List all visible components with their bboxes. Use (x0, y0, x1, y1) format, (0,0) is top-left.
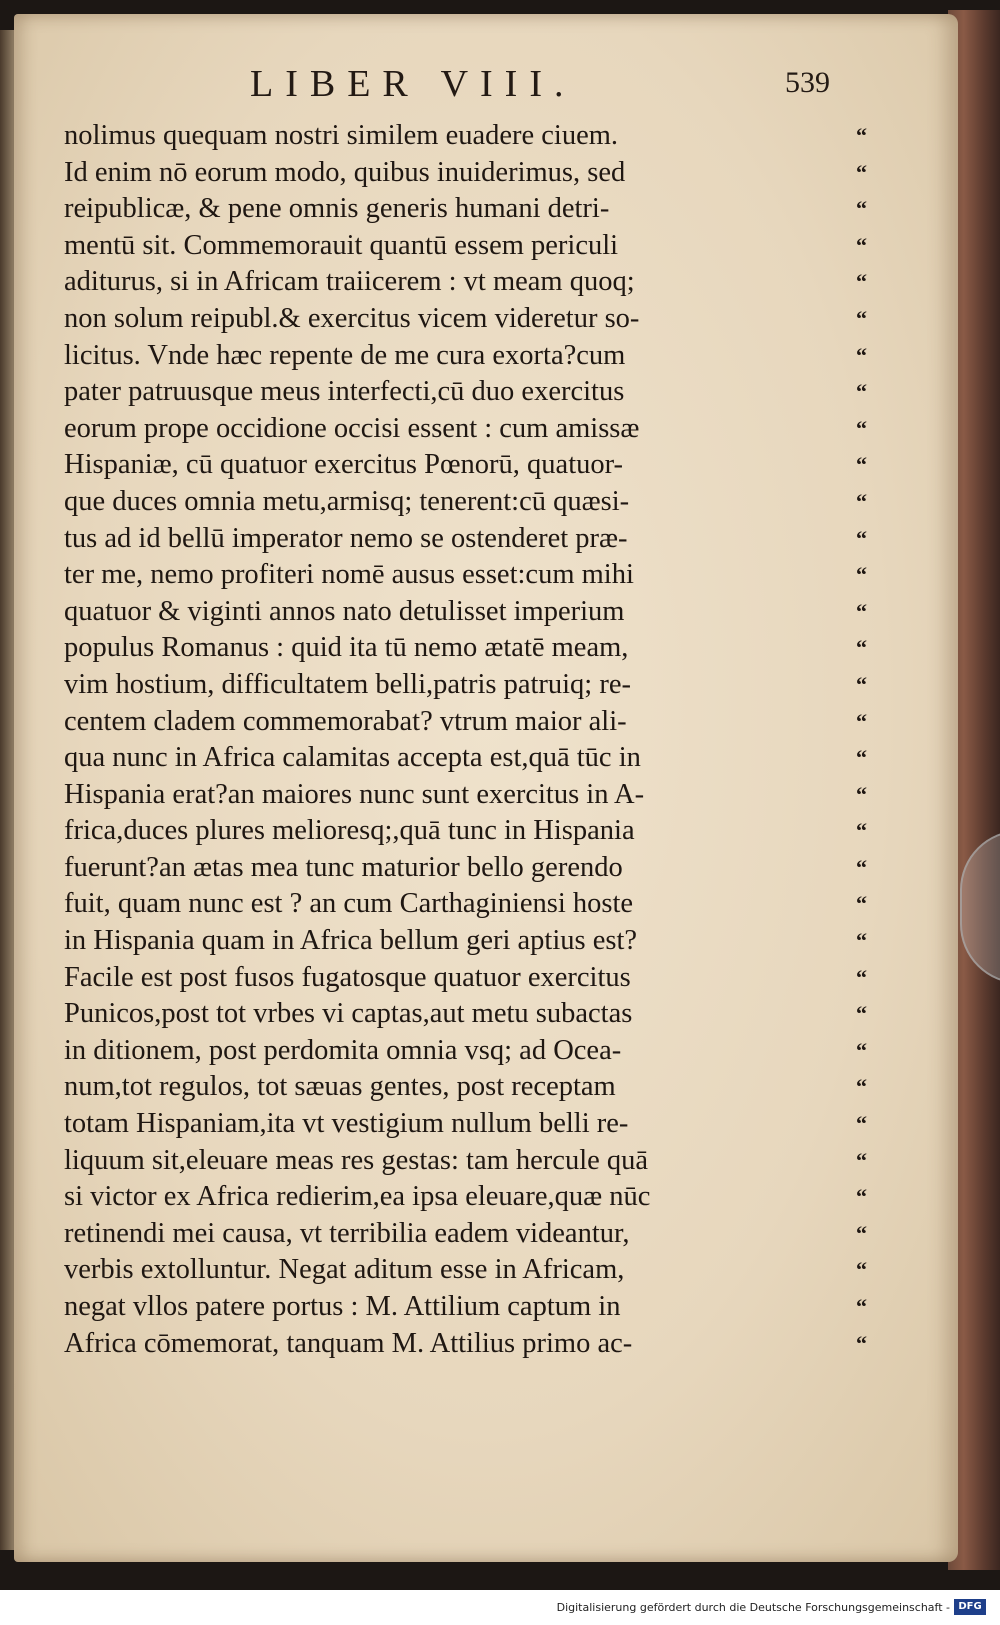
text-line: verbis extolluntur. Negat aditum esse in Africam, (64, 1254, 625, 1286)
text-line: fuit, quam nunc est ? an cum Carthaginiensi hoste (64, 888, 634, 920)
text-line: licitus. Vnde hæc repente de me cura exorta?cum (64, 339, 626, 371)
text-line: Facile est post fusos fugatosque quatuor exercitus (64, 961, 631, 993)
text-line: Africa cōmemorat, tanquam M. Attilius primo ac- (64, 1327, 633, 1359)
quote-mark: “ (856, 891, 867, 917)
quote-mark: “ (856, 269, 867, 295)
quote-mark: “ (856, 1294, 867, 1319)
text-line: centem cladem commemorabat? vtrum maior ali- (64, 705, 627, 737)
quote-mark: “ (856, 1257, 867, 1283)
text-line: fuerunt?an ætas mea tunc maturior bello gerendo (64, 851, 623, 883)
quote-mark: “ (856, 488, 867, 514)
quote-mark: “ (856, 598, 867, 624)
quote-mark: “ (856, 708, 867, 734)
quote-mark: “ (856, 635, 867, 661)
text-line: mentū sit. Commemorauit quantū essem periculi (64, 229, 619, 261)
text-line: aditurus, si in Africam traiicerem : vt meam quoq; (64, 266, 635, 298)
text-line: Id enim nō eorum modo, quibus inuiderimus, sed (64, 156, 626, 188)
text-line: nolimus quequam nostri similem euadere ciuem. (64, 120, 619, 151)
quote-mark: “ (856, 1111, 867, 1137)
quote-mark: “ (856, 1074, 867, 1100)
text-line: populus Romanus : quid ita tū nemo ætatē meam, (64, 632, 629, 664)
text-line: tus ad id bellū imperator nemo se ostenderet præ- (64, 522, 628, 554)
text-block (64, 118, 854, 1362)
text-line: in ditionem, post perdomita omnia vsq; ad Ocea- (64, 1034, 622, 1066)
text-line: totam Hispaniam,ita vt vestigium nullum belli re- (64, 1108, 629, 1140)
text-line: que duces omnia metu,armisq; tenerent:cū quæsi- (64, 485, 630, 517)
text-line: in Hispania quam in Africa bellum geri aptius est? (64, 925, 638, 957)
digitization-credit: Digitalisierung gefördert durch die Deutsche Forschungsgemeinschaft - (556, 1601, 950, 1614)
text-line: eorum prope occidione occisi essent : cum amissæ (64, 412, 640, 444)
quote-mark: “ (856, 452, 867, 478)
page-number: 539 (785, 66, 830, 99)
text-line: num,tot regulos, tot sæuas gentes, post receptam (64, 1071, 616, 1103)
quote-mark: “ (856, 232, 867, 258)
quote-mark: “ (856, 196, 867, 222)
quote-mark: “ (856, 818, 867, 844)
text-line: Punicos,post tot vrbes vi captas,aut metu subactas (64, 998, 633, 1030)
marginal-quotes (856, 118, 896, 1362)
quote-mark: “ (856, 1147, 867, 1173)
running-title: LIBER VIII. (250, 63, 576, 105)
quote-mark: “ (856, 854, 867, 880)
quote-mark: “ (856, 964, 867, 990)
dfg-logo: DFG (954, 1599, 986, 1615)
text-line: Hispania erat?an maiores nunc sunt exercitus in A- (64, 778, 645, 810)
text-line: frica,duces plures melioresq;,quā tunc in Hispania (64, 815, 635, 847)
quote-mark: “ (856, 415, 867, 441)
quote-mark: “ (856, 1330, 867, 1356)
quote-mark: “ (856, 562, 867, 588)
quote-mark: “ (856, 1220, 867, 1246)
text-line: qua nunc in Africa calamitas accepta est,quā tūc in (64, 742, 641, 774)
text-line: reipublicæ, & pene omnis generis humani detri- (64, 193, 610, 225)
quote-mark: “ (856, 123, 867, 148)
page-header (60, 62, 830, 108)
quote-mark: “ (856, 781, 867, 807)
text-line: pater patruusque meus interfecti,cū duo exercitus (64, 376, 625, 408)
text-line: Hispaniæ, cū quatuor exercitus Pœnorū, quatuor- (64, 449, 624, 481)
quote-mark: “ (856, 928, 867, 954)
text-line: quatuor & viginti annos nato detulisset imperium (64, 595, 625, 627)
quote-mark: “ (856, 525, 867, 551)
quote-mark: “ (856, 1037, 867, 1063)
text-line: si victor ex Africa redierim,ea ipsa eleuare,quæ nūc (64, 1181, 651, 1213)
quote-mark: “ (856, 1184, 867, 1210)
quote-mark: “ (856, 305, 867, 331)
text-line: non solum reipubl.& exercitus vicem videretur so- (64, 302, 640, 334)
quote-mark: “ (856, 159, 867, 185)
quote-mark: “ (856, 379, 867, 405)
quote-mark: “ (856, 1001, 867, 1027)
quote-mark: “ (856, 745, 867, 771)
text-line: vim hostium, difficultatem belli,patris patruiq; re- (64, 668, 631, 700)
text-line: negat vllos patere portus : M. Attilium captum in (64, 1291, 621, 1322)
text-line: ter me, nemo profiteri nomē ausus esset:cum mihi (64, 559, 634, 591)
text-line: retinendi mei causa, vt terribilia eadem videantur, (64, 1217, 630, 1249)
text-line: liquum sit,eleuare meas res gestas: tam hercule quā (64, 1144, 649, 1176)
quote-mark: “ (856, 342, 867, 368)
footer-bar (0, 1590, 1000, 1625)
quote-mark: “ (856, 671, 867, 697)
